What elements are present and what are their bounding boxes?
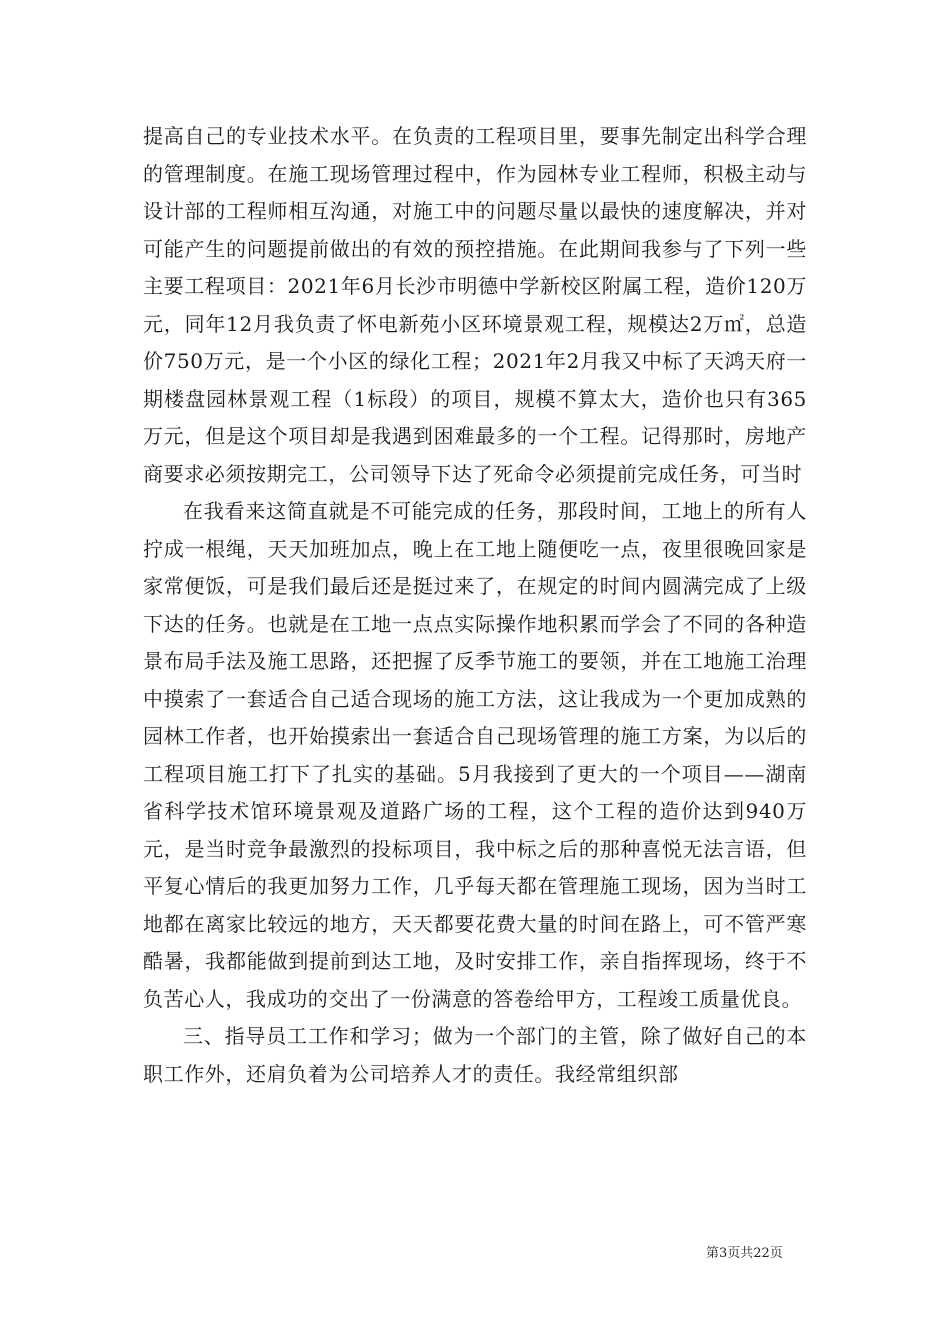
paragraph-2: 在我看来这简直就是不可能完成的任务，那段时间，工地上的所有人拧成一根绳，天天加班加点，晚上在工地上随便吃一点，夜里很晚回家是家常便饭，可是我们最后还是挺过来了，在规定的时间内圆满完成了上级下达的任务。也就是在工地一点点实际操作地积累而学会了不同的各种造景布局手法及施工思路，还把握了反季节施工的要领，并在工地施工治理中摸索了一套适合自己适合现场的施工方法，这让我成为一个更加成熟的园林工作者，也开始摸索出一套适合自己现场管理的施工方案，为以后的工程项目施工打下了扎实的基础。5月我接到了更大的一个项目——湖南省科学技术馆环境景观及道路广场的工程，这个工程的造价达到940万元，是当时竞争最激烈的投标项目，我中标之后的那种喜悦无法言语，但平复心情后的我更加努力工作，几乎每天都在管理施工现场，因为当时工地都在离家比较远的地方，天天都要花费大量的时间在路上，可不管严寒酷暑，我都能做到提前到达工地，及时安排工作，亲自指挥现场，终于不负苦心人，我成功的交出了一份满意的答卷给甲方，工程竣工质量优良。 (143, 499, 807, 1011)
paragraph-1: 提高自己的专业技术水平。在负责的工程项目里，要事先制定出科学合理的管理制度。在施工现场管理过程中，作为园林专业工程师，积极主动与设计部的工程师相互沟通，对施工中的问题尽量以最快的速度解决，并对可能产生的问题提前做出的有效的预控措施。在此期间我参与了下列一些主要工程项目：2021年6月长沙市明德中学新校区附属工程，造价120万元，同年12月我负责了怀电新苑小区环境景观工程，规模达2万㎡，总造价750万元，是一个小区的绿化工程；2021年2月我又中标了天鸿天府一期楼盘园林景观工程（1标段）的项目，规模不算太大，造价也只有365万元，但是这个项目却是我遇到困难最多的一个工程。记得那时，房地产商要求必须按期完工，公司领导下达了死命令必须提前完成任务，可当时 (143, 124, 807, 486)
document-body (143, 118, 807, 1093)
page-number-footer: 第3页共22页 (706, 1246, 783, 1261)
paragraph-3: 三、指导员工工作和学习；做为一个部门的主管，除了做好自己的本职工作外，还肩负着为公司培养人才的责任。我经常组织部 (143, 1024, 807, 1086)
